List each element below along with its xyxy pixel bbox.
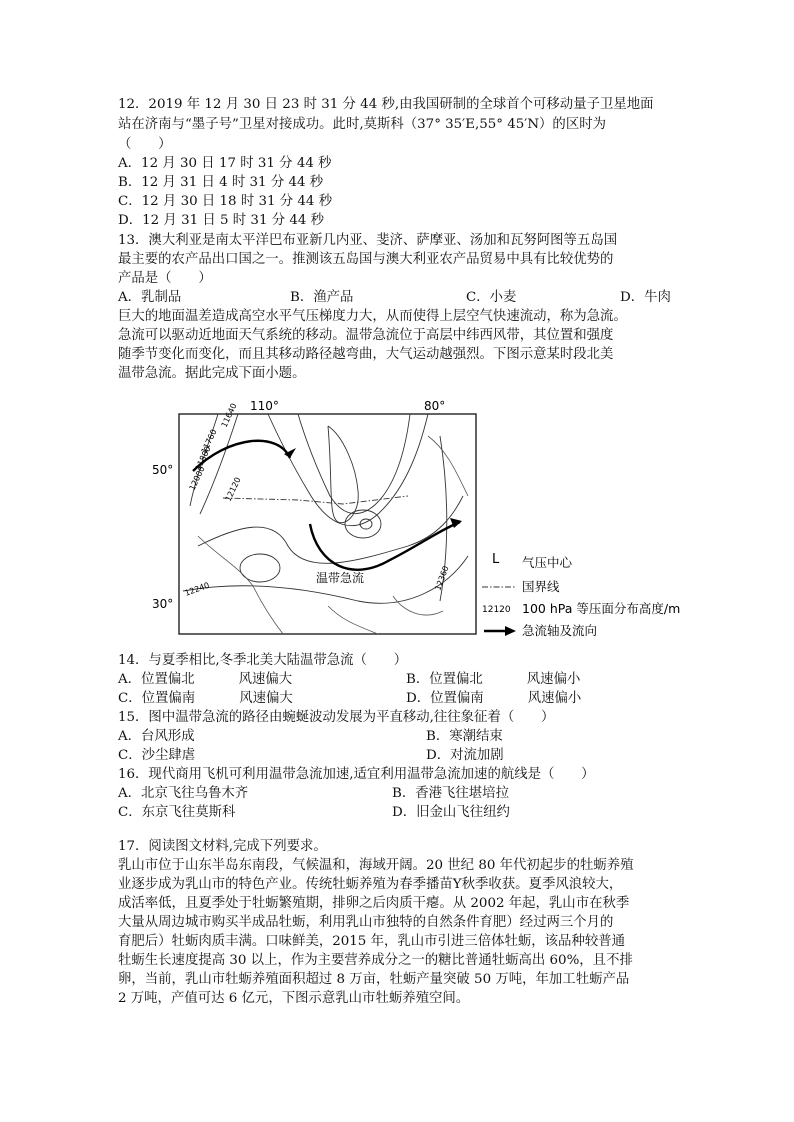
q14-option-b-pos: 位置偏北 — [429, 672, 483, 687]
q13-stem-line-3: 产品是（ ） — [118, 271, 212, 286]
q17-material-line-2: 业逐步成为乳山市的特色产业。传统牡蛎养殖为春季播苗Y秋季收获。夏季风浪较大， — [118, 877, 623, 892]
contour-label: 12240 — [183, 580, 211, 598]
q17-material-line-1: 乳山市位于山东半岛东南段，气候温和，海域开阔。20 世纪 80 年代初起步的牡蛎养殖 — [118, 858, 634, 873]
contour-label: 12120 — [223, 475, 243, 503]
contour-label: 11640 — [219, 401, 239, 429]
q12-option-d[interactable]: D．12 月 31 日 5 时 31 分 44 秒 — [118, 213, 325, 228]
q16-option-d[interactable]: D．旧金山飞往纽约 — [392, 805, 510, 820]
q17-material-line-8: 2 万吨，产值可达 6 亿元，下图示意乳山市牡蛎养殖空间。 — [118, 991, 470, 1006]
contour-label: 11760 — [199, 427, 219, 455]
contour-labels — [178, 396, 478, 636]
intro-line-2: 急流可以驱动近地面天气系统的移动。温带急流位于高层中纬西风带，其位置和强度 — [118, 328, 614, 343]
q14-option-d[interactable] — [406, 690, 581, 708]
q14-option-c-speed: 风速偏大 — [239, 691, 293, 706]
lat-label-30: 30° — [152, 597, 174, 611]
q13-option-d[interactable]: D．牛肉 — [620, 290, 671, 305]
intro-line-3: 随季节变化而变化，而且其移动路径越弯曲，大气运动越强烈。下图示意某时段北美 — [118, 347, 614, 362]
q14-option-a-pos: 位置偏北 — [141, 672, 195, 687]
intro-line-1: 巨大的地面温差造成高空水平气压梯度力大，从而使得上层空气快速流动，称为急流。 — [118, 309, 627, 324]
lon-label-110: 110° — [250, 399, 279, 413]
intro-line-4: 温带急流。据此完成下面小题。 — [118, 366, 306, 381]
q14-stem: 14．与夏季相比,冬季北美大陆温带急流（ ） — [118, 653, 408, 668]
q12-option-b[interactable]: B．12 月 31 日 4 时 31 分 44 秒 — [118, 175, 324, 190]
q15-option-b[interactable]: B．寒潮结束 — [426, 729, 503, 744]
q12-option-a[interactable]: A．12 月 30 日 17 时 31 分 44 秒 — [118, 156, 332, 171]
q12-stem-line-3: （ ） — [118, 137, 172, 152]
q17-material-line-4: 大量从周边城市购买半成品牡蛎，利用乳山市独特的自然条件育肥）经过两三个月的 — [118, 915, 614, 930]
legend-jet-arrowhead — [505, 626, 516, 636]
legend-label-pressure-centre: 气压中心 — [522, 555, 573, 570]
lon-label-80: 80° — [424, 399, 446, 413]
q16-stem: 16．现代商用飞机可利用温带急流加速,适宜利用温带急流加速的航线是（ ） — [118, 767, 595, 782]
q16-option-c[interactable]: C．东京飞往莫斯科 — [118, 805, 236, 820]
q13-option-a[interactable]: A．乳制品 — [118, 290, 182, 305]
q14-option-a[interactable] — [118, 671, 292, 689]
q14-option-d-letter: D． — [406, 691, 431, 706]
legend-symbol-low: L — [492, 552, 500, 567]
legend-label-contour: 100 hPa 等压面分布高度/m — [522, 601, 681, 616]
q14-option-b-letter: B． — [406, 672, 430, 687]
q13-option-c[interactable]: C．小麦 — [466, 290, 517, 305]
q12-stem-line-2: 站在济南与“墨子号”卫星对接成功。此时,莫斯科（37° 35′E,55° 45′N）的区时为 — [118, 117, 606, 132]
q16-option-a[interactable]: A．北京飞往乌鲁木齐 — [118, 786, 249, 801]
legend-label-border: 国界线 — [522, 579, 560, 594]
q17-stem: 17．阅读图文材料,完成下列要求。 — [118, 839, 327, 854]
q14-option-c[interactable] — [118, 690, 293, 708]
q13-stem-line-1: 13．澳大利亚是南太平洋巴布亚新几内亚、斐济、萨摩亚、汤加和瓦努阿图等五岛国 — [118, 233, 618, 248]
legend-symbol-contour: 12120 — [482, 605, 511, 615]
lat-label-50: 50° — [152, 463, 174, 477]
q14-option-a-letter: A． — [118, 672, 142, 687]
q12-option-c[interactable]: C．12 月 30 日 18 时 31 分 44 秒 — [118, 194, 333, 209]
q15-option-c[interactable]: C．沙尘肆虐 — [118, 748, 196, 763]
q17-material-line-3: 成活率低，且夏季处于牡蛎繁殖期，排卵之后肉质干瘪。从 2002 年起，乳山市在秋季 — [118, 896, 630, 911]
q15-option-d[interactable]: D．对流加剧 — [426, 748, 504, 763]
q14-option-a-speed: 风速偏大 — [238, 672, 293, 687]
q13-stem-line-2: 最主要的农产品出口国之一。推测该五岛国与澳大利亚农产品贸易中具有比较优势的 — [118, 252, 614, 267]
q12-stem-line-1: 12．2019 年 12 月 30 日 23 时 31 分 44 秒,由我国研制的全球首个可移动量子卫星地面 — [118, 97, 654, 112]
q17-material-line-7: 卵，当前，乳山市牡蛎养殖面积超过 8 万亩，牡蛎产量突破 50 万吨，年加工牡蛎产品 — [118, 972, 630, 987]
q14-option-d-pos: 位置偏南 — [430, 691, 484, 706]
q14-option-d-speed: 风速偏小 — [527, 691, 582, 706]
contour-label: 11880 — [193, 444, 213, 472]
q17-material-line-6: 牡蛎生长速度提高 30 以上，作为主要营养成分之一的糖比普通牡蛎高出 60%，且不排 — [118, 953, 633, 968]
q15-option-a[interactable]: A．台风形成 — [118, 729, 195, 744]
legend-label-jet: 急流轴及流向 — [522, 623, 598, 638]
q14-option-c-letter: C． — [118, 691, 142, 706]
map-legend — [478, 545, 728, 645]
q16-option-b[interactable]: B．香港飞往堪培拉 — [392, 786, 509, 801]
jet-label: 温带急流 — [316, 571, 365, 585]
q13-option-b[interactable]: B．渔产品 — [290, 290, 354, 305]
q15-stem: 15．图中温带急流的路径由蜿蜒波动发展为平直移动,往往象征着（ ） — [118, 710, 555, 725]
q14-option-c-pos: 位置偏南 — [141, 691, 196, 706]
q14-option-b-speed: 风速偏小 — [526, 672, 581, 687]
q17-material-line-5: 育肥后）牡蛎肉质丰满。口味鲜美，2015 年，乳山市引进三倍体牡蛎，该品种较普通 — [118, 934, 626, 949]
contour-label: 12000 — [187, 464, 207, 492]
contour-label: 12360 — [433, 564, 451, 592]
q14-option-b[interactable] — [406, 671, 580, 689]
